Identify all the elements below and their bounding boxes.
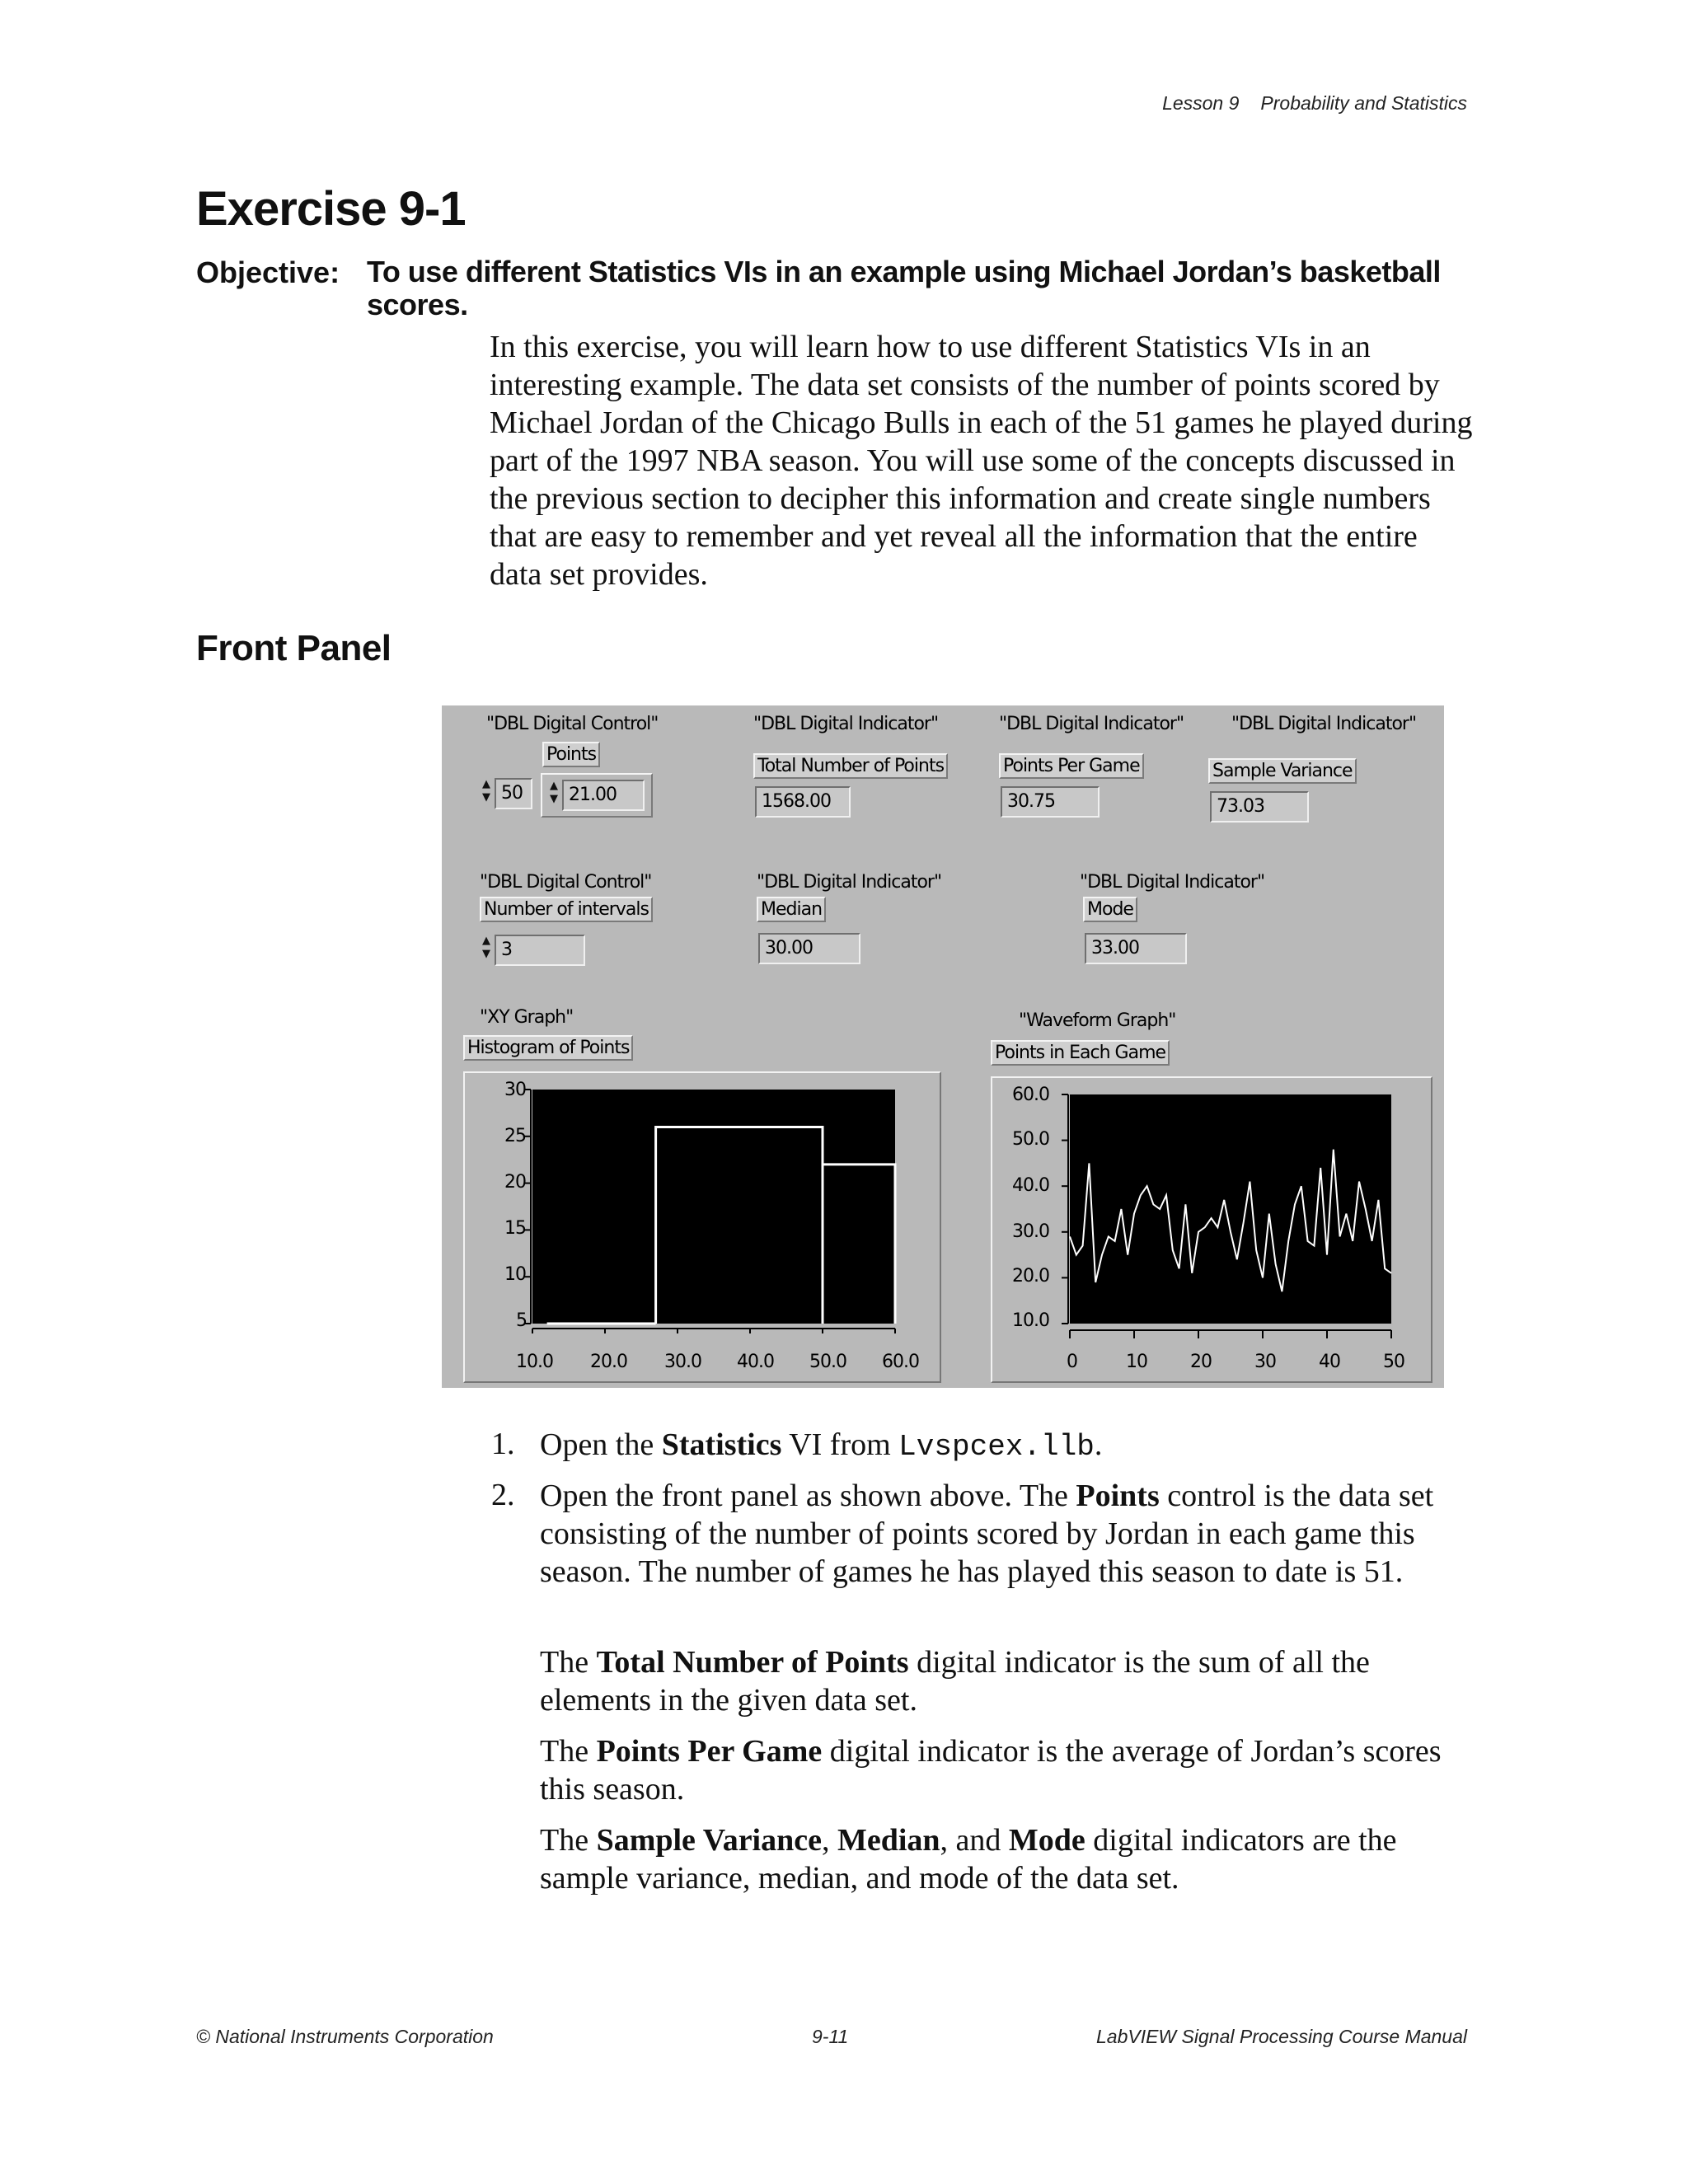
step-text: , bbox=[821, 1823, 837, 1858]
library-filename: Lvspcex.llb bbox=[898, 1430, 1095, 1464]
running-header bbox=[1162, 92, 1467, 115]
objective-text: To use different Statistics VIs in an example using Michael Jordan’s basketball scores. bbox=[367, 255, 1441, 321]
step-bold-text: Total Number of Points bbox=[596, 1645, 909, 1680]
exercise-title: Exercise 9-1 bbox=[196, 182, 466, 236]
step-bold-text: Points Per Game bbox=[596, 1734, 823, 1769]
variance-owner-label: "DBL Digital Indicator" bbox=[1231, 714, 1417, 734]
ppg-label: Points Per Game bbox=[999, 753, 1144, 779]
step-number: 2. bbox=[491, 1478, 515, 1512]
histogram-x-tick: 60.0 bbox=[882, 1352, 919, 1372]
xy-graph-owner-label: "XY Graph" bbox=[480, 1007, 574, 1028]
histogram-y-tick: 10 bbox=[504, 1264, 526, 1285]
waveform-x-tick: 50 bbox=[1383, 1352, 1404, 1372]
step-bold-text: Points bbox=[1076, 1479, 1160, 1513]
waveform-y-tick: 40.0 bbox=[1012, 1175, 1049, 1196]
intervals-value-field[interactable]: 3 bbox=[495, 935, 585, 966]
histogram-plot-area bbox=[532, 1090, 895, 1324]
histogram-x-tick: 30.0 bbox=[664, 1352, 701, 1372]
step-1 bbox=[540, 1426, 1471, 1466]
step-2-paragraph-ppg bbox=[540, 1732, 1471, 1808]
step-2-paragraph-stats bbox=[540, 1821, 1471, 1897]
index-stepper[interactable]: ▲ ▼ bbox=[482, 778, 490, 804]
waveform-y-tick: 30.0 bbox=[1012, 1221, 1049, 1242]
points-owner-label: "DBL Digital Control" bbox=[486, 714, 659, 734]
step-text: The bbox=[540, 1734, 597, 1769]
waveform-x-tick: 30 bbox=[1254, 1352, 1276, 1372]
waveform-y-tick: 60.0 bbox=[1012, 1085, 1049, 1105]
waveform-y-tick: 20.0 bbox=[1012, 1266, 1049, 1286]
mode-label: Mode bbox=[1083, 897, 1137, 922]
step-bold-text: Statistics bbox=[661, 1427, 782, 1462]
median-indicator: 30.00 bbox=[758, 933, 860, 964]
histogram-title: Histogram of Points bbox=[463, 1035, 633, 1061]
waveform-x-tick: 10 bbox=[1126, 1352, 1147, 1372]
step-text: Open the bbox=[540, 1427, 662, 1462]
array-index-field[interactable]: 50 bbox=[495, 778, 532, 809]
waveform-x-tick: 40 bbox=[1319, 1352, 1340, 1372]
ppg-owner-label: "DBL Digital Indicator" bbox=[999, 714, 1184, 734]
variance-label: Sample Variance bbox=[1208, 758, 1357, 784]
waveform-x-tick: 0 bbox=[1067, 1352, 1077, 1372]
step-text: . bbox=[1094, 1427, 1103, 1462]
step-bold-text: Sample Variance bbox=[596, 1823, 822, 1858]
objective-label: Objective: bbox=[196, 255, 340, 289]
histogram-x-tick: 40.0 bbox=[737, 1352, 774, 1372]
total-points-label: Total Number of Points bbox=[753, 753, 948, 779]
histogram-y-tick: 25 bbox=[504, 1126, 526, 1146]
step-text: digital indicator is the average of Jordan’s scores this season. bbox=[540, 1734, 1442, 1807]
intervals-label: Number of intervals bbox=[480, 897, 653, 922]
step-text: Open the front panel as shown above. The bbox=[540, 1479, 1076, 1513]
intervals-owner-label: "DBL Digital Control" bbox=[480, 872, 652, 893]
waveform-y-tick: 50.0 bbox=[1012, 1129, 1049, 1150]
waveform-plot-area bbox=[1070, 1094, 1391, 1324]
waveform-plot bbox=[1062, 1093, 1408, 1348]
total-points-indicator: 1568.00 bbox=[755, 786, 851, 818]
mode-indicator: 33.00 bbox=[1085, 933, 1187, 964]
step-2-paragraph-total bbox=[540, 1643, 1471, 1719]
lesson-number: Lesson 9 bbox=[1162, 92, 1240, 114]
lesson-topic: Probability and Statistics bbox=[1260, 92, 1467, 114]
points-label: Points bbox=[542, 742, 600, 767]
histogram-y-tick: 30 bbox=[504, 1080, 526, 1100]
waveform-y-tick: 10.0 bbox=[1012, 1310, 1049, 1331]
labview-front-panel bbox=[442, 705, 1444, 1388]
step-bold-text: Median bbox=[837, 1823, 940, 1858]
front-panel-heading: Front Panel bbox=[196, 628, 392, 668]
step-text: The bbox=[540, 1823, 597, 1858]
intervals-stepper[interactable]: ▲ ▼ bbox=[482, 935, 490, 960]
step-text: VI from bbox=[781, 1427, 899, 1462]
waveform-x-tick: 20 bbox=[1190, 1352, 1212, 1372]
ppg-indicator: 30.75 bbox=[1001, 786, 1100, 818]
footer-page-number: 9-11 bbox=[812, 2026, 849, 2047]
histogram-x-tick: 20.0 bbox=[590, 1352, 627, 1372]
mode-owner-label: "DBL Digital Indicator" bbox=[1080, 872, 1265, 893]
histogram-y-tick: 5 bbox=[516, 1310, 527, 1331]
histogram-x-tick: 10.0 bbox=[516, 1352, 553, 1372]
histogram-x-tick: 50.0 bbox=[809, 1352, 846, 1372]
histogram-y-tick: 15 bbox=[504, 1218, 526, 1239]
median-label: Median bbox=[757, 897, 826, 922]
waveform-owner-label: "Waveform Graph" bbox=[1019, 1010, 1176, 1031]
total-points-owner-label: "DBL Digital Indicator" bbox=[753, 714, 939, 734]
step-text: control is the data set consisting of the number of points scored by Jordan in each game this season. The number of games he has played this season to date is 51. bbox=[540, 1479, 1434, 1589]
intro-paragraph: In this exercise, you will learn how to use different Statistics VIs in an interesting example. The data set consists of the number of points scored by Michael Jordan of the Chicago Bulls in each of the 51 games he played during part of the 1997 NBA season. You will use some of the concepts discussed in the previous section to decipher this information and create single numbers that are easy to remember and yet reveal all the information that the entire data set provides. bbox=[490, 330, 1473, 592]
step-text: digital indicators are the sample variance, median, and mode of the data set. bbox=[540, 1823, 1397, 1896]
step-text: digital indicator is the sum of all the elements in the given data set. bbox=[540, 1645, 1370, 1718]
step-text: , and bbox=[940, 1823, 1009, 1858]
histogram-plot bbox=[524, 1086, 920, 1333]
variance-indicator: 73.03 bbox=[1210, 791, 1309, 823]
step-2 bbox=[540, 1477, 1471, 1591]
histogram-y-tick: 20 bbox=[504, 1172, 526, 1193]
footer-copyright: © National Instruments Corporation bbox=[196, 2026, 494, 2047]
step-bold-text: Mode bbox=[1008, 1823, 1085, 1858]
waveform-title: Points in Each Game bbox=[991, 1040, 1170, 1066]
points-stepper[interactable]: ▲ ▼ bbox=[550, 780, 558, 805]
footer-manual-title: LabVIEW Signal Processing Course Manual bbox=[1095, 2026, 1467, 2047]
points-value-field[interactable]: 21.00 bbox=[562, 780, 645, 811]
step-number: 1. bbox=[491, 1427, 515, 1461]
step-text: The bbox=[540, 1645, 597, 1680]
median-owner-label: "DBL Digital Indicator" bbox=[757, 872, 942, 893]
